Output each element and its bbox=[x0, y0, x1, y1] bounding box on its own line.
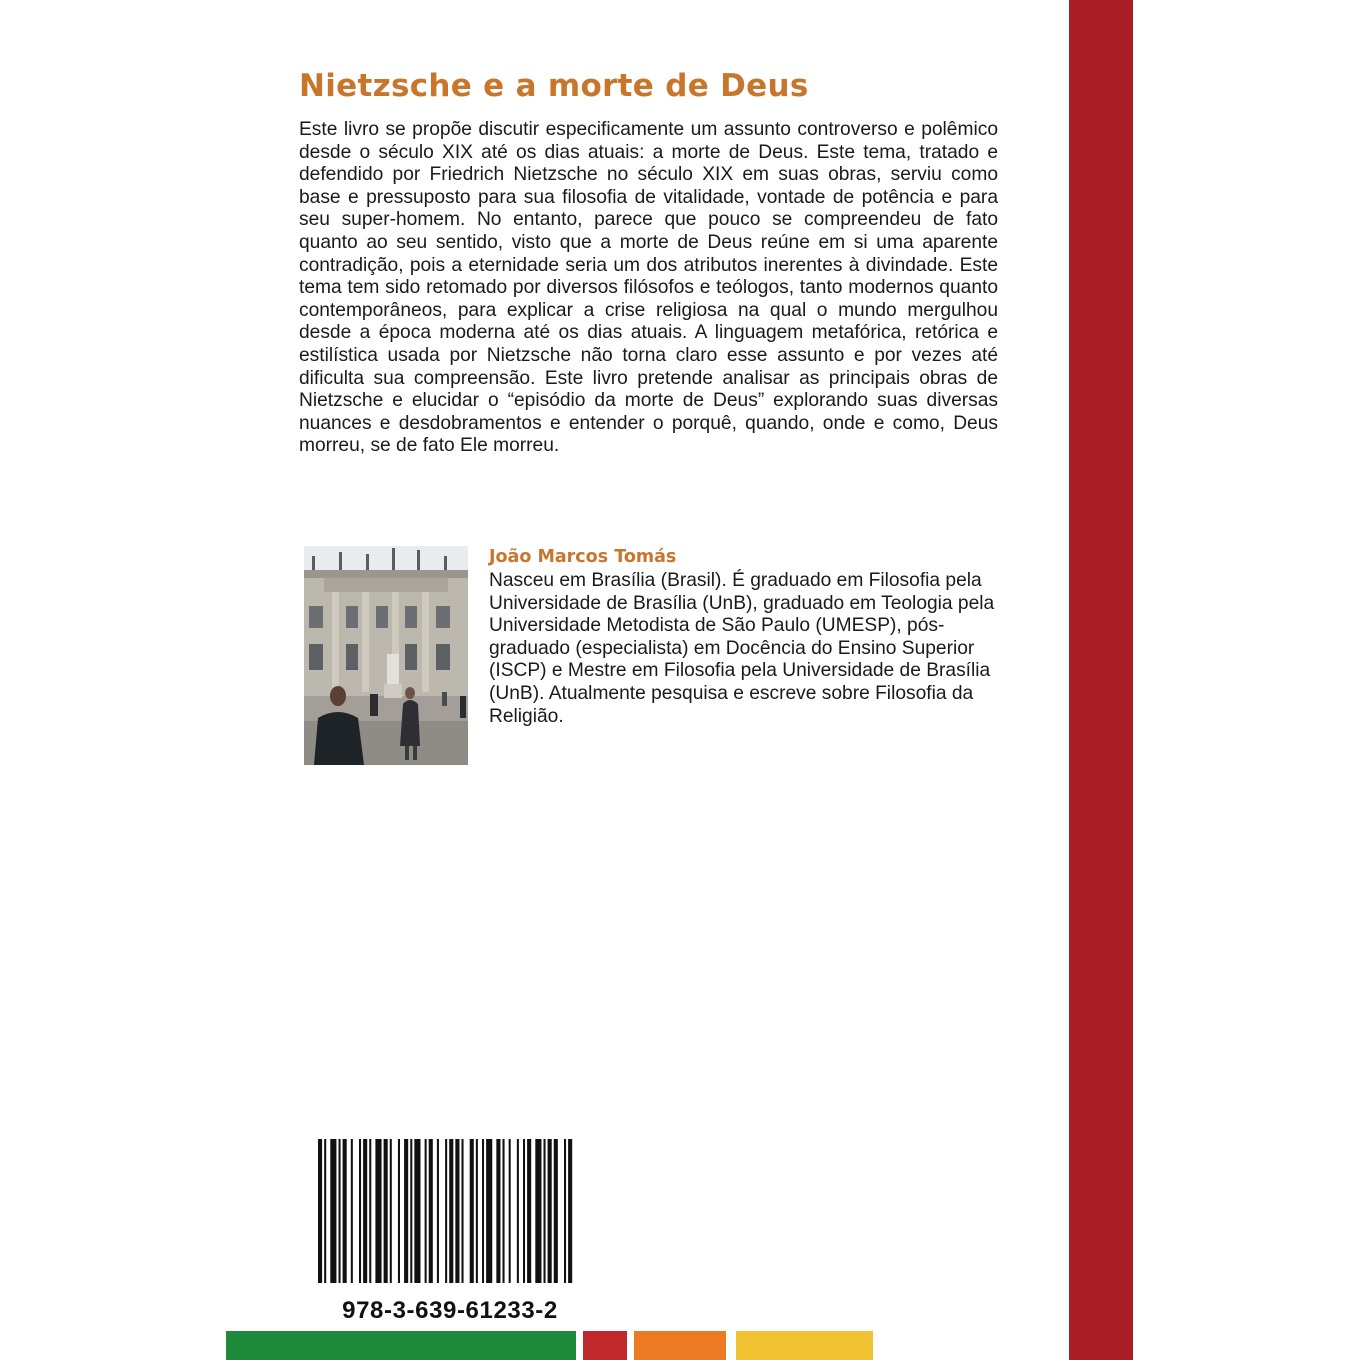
barcode-bar bbox=[425, 1139, 427, 1283]
barcode-bar bbox=[343, 1139, 347, 1283]
barcode-bar bbox=[486, 1139, 492, 1283]
barcode-bar bbox=[523, 1139, 525, 1283]
barcode-bar bbox=[476, 1139, 478, 1283]
spine-bar bbox=[1069, 0, 1133, 1360]
author-photo bbox=[304, 546, 468, 765]
barcode-bar bbox=[470, 1139, 474, 1283]
barcode-bar bbox=[564, 1139, 566, 1283]
author-name: João Marcos Tomás bbox=[489, 547, 677, 567]
isbn-barcode bbox=[316, 1139, 584, 1283]
barcode-bar bbox=[548, 1139, 552, 1283]
barcode-bar bbox=[324, 1139, 326, 1283]
barcode-bar bbox=[318, 1139, 322, 1283]
barcode-bar bbox=[482, 1139, 484, 1283]
barcode-bar bbox=[429, 1139, 433, 1283]
barcode-bar bbox=[414, 1139, 420, 1283]
stripe-orange bbox=[634, 1331, 726, 1360]
barcode-bar bbox=[503, 1139, 505, 1283]
barcode-bar bbox=[339, 1139, 341, 1283]
barcode-bar bbox=[554, 1139, 558, 1283]
color-stripes bbox=[226, 1331, 886, 1360]
barcode-bar bbox=[437, 1139, 439, 1283]
book-description: Este livro se propõe discutir especificamente um assunto controverso e polêmico desde o século XIX até os dias atuais: a morte de Deus. Este tema, tratado e defendido por Friedrich Nietzsche no século XIX em suas obras, serviu como base e pressuposto para sua filosofia de vitalidade, vontade de potência e para seu super-homem. No entanto, parece que pouco se compreendeu de fato quanto ao seu sentido, visto que a morte de Deus reúne em si uma aparente contradição, pois a eternidade seria um dos atributos inerentes à divindade. Este tema tem sido retomado por diversos filósofos e teólogos, tanto modernos quanto contemporâneos, para explicar a crise religiosa na qual o mundo mergulhou desde a época moderna até os dias atuais. A linguagem metafórica, retórica e estilística usada por Nietzsche não torna claro esse assunto e por vezes até dificulta sua compreensão. Este livro pretende analisar as principais obras de Nietzsche e elucidar o “episódio da morte de Deus” explorando suas diversas nuances e desdobramentos e entender o porquê, quando, onde e como, Deus morreu, se de fato Ele morreu. bbox=[299, 119, 998, 457]
barcode-bar bbox=[384, 1139, 388, 1283]
barcode-bar bbox=[369, 1139, 371, 1283]
barcode-bar bbox=[496, 1139, 500, 1283]
barcode-bar bbox=[455, 1139, 459, 1283]
barcode-bar bbox=[398, 1139, 400, 1283]
barcode-bar bbox=[359, 1139, 361, 1283]
barcode-bar bbox=[330, 1139, 336, 1283]
barcode-bar bbox=[535, 1139, 541, 1283]
barcode-bar bbox=[509, 1139, 511, 1283]
barcode-bar bbox=[410, 1139, 412, 1283]
stripe-red bbox=[583, 1331, 627, 1360]
barcode-bar bbox=[445, 1139, 447, 1283]
barcode-bar bbox=[544, 1139, 546, 1283]
stripe-green bbox=[226, 1331, 576, 1360]
stripe-yellow bbox=[736, 1331, 873, 1360]
barcode-bar bbox=[363, 1139, 367, 1283]
barcode-bar bbox=[449, 1139, 453, 1283]
isbn-number: 978-3-639-61233-2 bbox=[342, 1297, 558, 1324]
barcode-bar bbox=[351, 1139, 353, 1283]
barcode-bar bbox=[390, 1139, 392, 1283]
barcode-bar bbox=[404, 1139, 408, 1283]
barcode-bar bbox=[568, 1139, 572, 1283]
author-bio: Nasceu em Brasília (Brasil). É graduado em Filosofia pela Universidade de Brasília (UnB), graduado em Teologia pela Universidade Metodista de São Paulo (UMESP), pós-graduado (especialista) em Docência do Ensino Superior (ISCP) e Mestre em Filosofia pela Universidade de Brasília (UnB). Atualmente pesquisa e escreve sobre Filosofia da Religião. bbox=[489, 570, 995, 727]
barcode-bar bbox=[375, 1139, 381, 1283]
book-title: Nietzsche e a morte de Deus bbox=[299, 68, 809, 104]
barcode-bar bbox=[517, 1139, 519, 1283]
barcode-bar bbox=[527, 1139, 531, 1283]
barcode-bar bbox=[462, 1139, 464, 1283]
